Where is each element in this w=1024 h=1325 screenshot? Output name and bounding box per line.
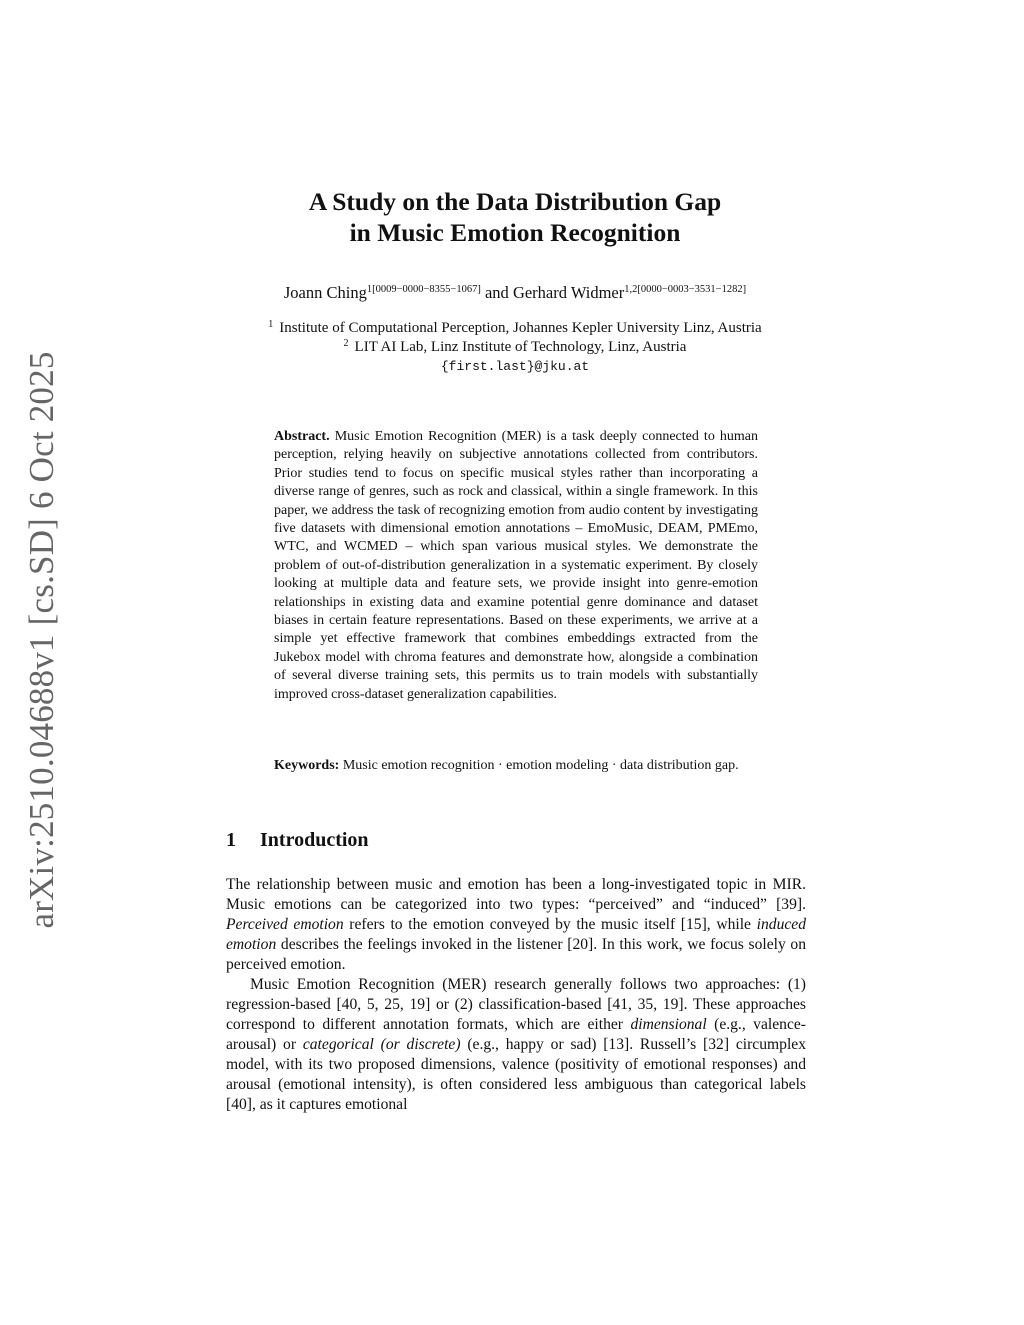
- section-title: Introduction: [260, 829, 369, 851]
- keywords: [274, 757, 758, 775]
- paragraph-2-text-a: Music Emotion Recognition (MER) research generally follows two approaches: (1) regression-based [40, 5, 25, 19] or (2) classification-based [41, 35, 19]. These approaches correspond to different annotation formats, which are either: [226, 976, 806, 1033]
- section-number: 1: [226, 829, 236, 851]
- keywords-label: Keywords:: [274, 758, 340, 773]
- affiliation-1-text: Institute of Computational Perception, Johannes Kepler University Linz, Austria: [279, 320, 762, 336]
- title-line-1: A Study on the Data Distribution Gap: [308, 187, 722, 216]
- paragraph-1-text-c: describes the feelings invoked in the listener [20]. In this work, we focus solely on perceived emotion.: [226, 936, 806, 973]
- paragraph-1-text-a: The relationship between music and emotion has been a long-investigated topic in MIR. Music emotions can be categorized into two types: “perceived” and “induced” [39].: [226, 876, 806, 913]
- affiliation-2-mark: 2: [343, 338, 349, 349]
- abstract-label: Abstract.: [274, 429, 330, 444]
- section-heading-introduction: [226, 828, 369, 852]
- affiliation-2: [160, 338, 870, 357]
- affiliation-1-mark: 1: [268, 319, 274, 330]
- author-2-name: Gerhard Widmer: [512, 283, 625, 302]
- author-2-affiliation-orcid: 1,2[0000−0003−3531−1282]: [624, 284, 747, 295]
- author-1-name: Joann Ching: [283, 283, 367, 302]
- paragraph-2-text-c: (e.g., happy or sad) [13]. Russell’s [32] circumplex model, with its two proposed dimensions, valence (positivity of emotional responses) and arousal (emotional intensity), is often considered less ambiguous than categorical labels [40], as it captures emotional: [226, 1036, 806, 1113]
- paragraph-1-text-b: refers to the emotion conveyed by the music itself [15], while: [343, 916, 757, 933]
- affiliation-1: [160, 319, 870, 338]
- affiliation-2-text: LIT AI Lab, Linz Institute of Technology, Linz, Austria: [354, 339, 687, 355]
- paragraph-2-emphasis-dimensional: dimensional: [630, 1016, 707, 1033]
- author-conjunction: and: [484, 283, 509, 302]
- author-1-affiliation-orcid: 1[0009−0000−8355−1067]: [366, 284, 481, 295]
- paper-title: [200, 186, 830, 248]
- title-line-2: in Music Emotion Recognition: [349, 218, 681, 247]
- paragraph-1-emphasis-induced: induced emotion: [226, 916, 807, 953]
- abstract-text: Music Emotion Recognition (MER) is a task deeply connected to human perception, relying heavily on subjective annotations collected from contributors. Prior studies tend to focus on specific musical styles rather than incorporating a diverse range of genres, such as rock and classical, within a single framework. In this paper, we address the task of recognizing emotion from audio content by investigating five datasets with dimensional emotion annotations – EmoMusic, DEAM, PMEmo, WTC, and WCMED – which span various musical styles. We demonstrate the problem of out-of-distribution generalization in a systematic experiment. By closely looking at multiple data and feature sets, we provide insight into genre-emotion relationships in existing data and examine potential genre dominance and dataset biases in certain feature representations. Based on these experiments, we arrive at a simple yet effective framework that combines embeddings extracted from the Jukebox model with chroma features and demonstrate how, alongside a combination of several diverse training sets, this permits us to train models with substantially improved cross-dataset generalization capabilities.: [274, 429, 759, 702]
- intro-paragraph-1: [226, 875, 806, 975]
- keywords-text: Music emotion recognition · emotion modeling · data distribution gap.: [342, 758, 739, 773]
- arxiv-identifier-stamp: arXiv:2510.04688v1 [cs.SD] 6 Oct 2025: [22, 351, 61, 929]
- contact-email: {first.last}@jku.at: [440, 359, 590, 374]
- paragraph-2-emphasis-categorical: categorical (or discrete): [302, 1036, 461, 1053]
- author-list: [160, 283, 870, 303]
- abstract: [274, 428, 758, 704]
- paragraph-2-text-b: (e.g., valence-arousal) or: [226, 1016, 806, 1053]
- intro-paragraph-2: [226, 975, 806, 1115]
- paragraph-1-emphasis-perceived: Perceived emotion: [226, 916, 344, 933]
